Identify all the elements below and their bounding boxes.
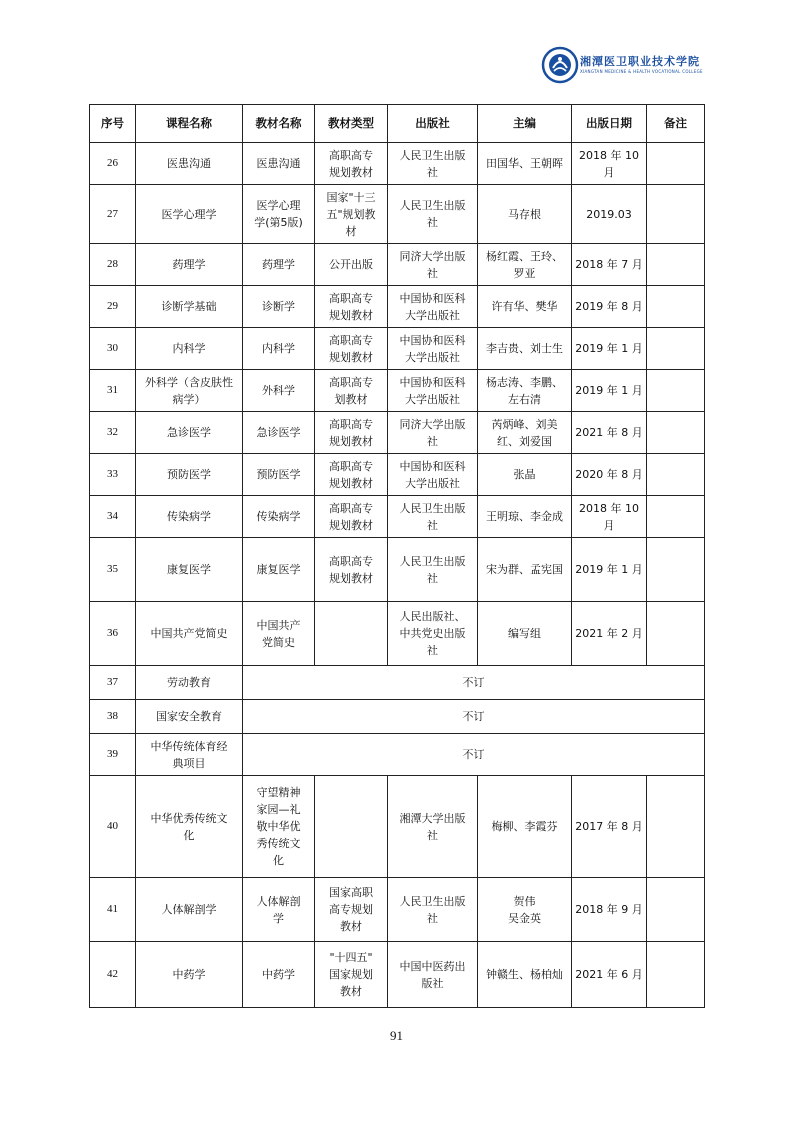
publish-date: 2017 年 8 月 <box>572 776 647 878</box>
textbook-name: 外科学 <box>243 370 315 412</box>
publish-date: 2019 年 1 月 <box>572 370 647 412</box>
textbook-name: 人体解剖 学 <box>243 878 315 942</box>
row-number: 31 <box>90 370 136 412</box>
textbook-name: 药理学 <box>243 244 315 286</box>
row-number: 42 <box>90 942 136 1008</box>
table-row <box>90 370 705 412</box>
column-header: 课程名称 <box>136 105 243 143</box>
remark <box>647 776 705 878</box>
remark <box>647 244 705 286</box>
publisher: 中国协和医科 大学出版社 <box>388 328 478 370</box>
course-name: 中药学 <box>136 942 243 1008</box>
merged-status: 不订 <box>243 700 705 734</box>
remark <box>647 496 705 538</box>
table-header-row <box>90 105 705 143</box>
textbook-type: 高职高专 规划教材 <box>315 286 388 328</box>
remark <box>647 942 705 1008</box>
publish-date: 2018 年 10 月 <box>572 496 647 538</box>
textbook-name: 预防医学 <box>243 454 315 496</box>
course-name: 急诊医学 <box>136 412 243 454</box>
textbook-type: 公开出版 <box>315 244 388 286</box>
page-number: 91 <box>390 1028 403 1043</box>
row-number: 36 <box>90 602 136 666</box>
editor: 李吉贵、刘士生 <box>478 328 572 370</box>
textbook-type: 高职高专 规划教材 <box>315 328 388 370</box>
course-name: 药理学 <box>136 244 243 286</box>
row-number: 39 <box>90 734 136 776</box>
publish-date: 2020 年 8 月 <box>572 454 647 496</box>
textbook-type: 国家高职 高专规划 教材 <box>315 878 388 942</box>
merged-status: 不订 <box>243 666 705 700</box>
editor: 许有华、樊华 <box>478 286 572 328</box>
publisher: 中国协和医科 大学出版社 <box>388 286 478 328</box>
textbook-type <box>315 602 388 666</box>
table-row <box>90 878 705 942</box>
remark <box>647 370 705 412</box>
editor: 编写组 <box>478 602 572 666</box>
table-row <box>90 412 705 454</box>
course-name: 外科学（含皮肤性 病学） <box>136 370 243 412</box>
textbook-name: 康复医学 <box>243 538 315 602</box>
remark <box>647 878 705 942</box>
table-row <box>90 776 705 878</box>
table-row <box>90 602 705 666</box>
remark <box>647 286 705 328</box>
row-number: 38 <box>90 700 136 734</box>
textbook-type: 国家"十三 五"规划教 材 <box>315 185 388 244</box>
course-name: 医患沟通 <box>136 143 243 185</box>
row-number: 35 <box>90 538 136 602</box>
row-number: 33 <box>90 454 136 496</box>
editor: 张晶 <box>478 454 572 496</box>
row-number: 29 <box>90 286 136 328</box>
publisher: 人民出版社、 中共党史出版 社 <box>388 602 478 666</box>
row-number: 34 <box>90 496 136 538</box>
textbook-type <box>315 776 388 878</box>
editor: 梅柳、李霞芬 <box>478 776 572 878</box>
column-header: 教材名称 <box>243 105 315 143</box>
publish-date: 2019 年 1 月 <box>572 328 647 370</box>
course-name: 国家安全教育 <box>136 700 243 734</box>
publish-date: 2018 年 9 月 <box>572 878 647 942</box>
college-name: 湘潭医卫职业技术学院 <box>580 55 700 68</box>
table-row <box>90 538 705 602</box>
row-number: 27 <box>90 185 136 244</box>
table-row <box>90 244 705 286</box>
course-name: 人体解剖学 <box>136 878 243 942</box>
publish-date: 2021 年 6 月 <box>572 942 647 1008</box>
column-header: 序号 <box>90 105 136 143</box>
publisher: 人民卫生出版 社 <box>388 878 478 942</box>
college-name-en: XIANGTAN MEDICINE & HEALTH VOCATIONAL COLLEGE <box>580 69 703 74</box>
column-header: 备注 <box>647 105 705 143</box>
table-row <box>90 454 705 496</box>
textbook-name: 中国共产 党简史 <box>243 602 315 666</box>
column-header: 主编 <box>478 105 572 143</box>
column-header: 出版社 <box>388 105 478 143</box>
editor: 杨志涛、李鹏、 左右清 <box>478 370 572 412</box>
row-number: 41 <box>90 878 136 942</box>
course-name: 劳动教育 <box>136 666 243 700</box>
table-row <box>90 666 705 700</box>
textbook-type: 高职高专 规划教材 <box>315 454 388 496</box>
remark <box>647 454 705 496</box>
course-name: 康复医学 <box>136 538 243 602</box>
row-number: 26 <box>90 143 136 185</box>
publisher: 人民卫生出版 社 <box>388 496 478 538</box>
publish-date: 2021 年 8 月 <box>572 412 647 454</box>
textbook-type: 高职高专 规划教材 <box>315 143 388 185</box>
table-row <box>90 496 705 538</box>
textbook-type: 高职高专 规划教材 <box>315 412 388 454</box>
textbook-name: 守望精神 家园—礼 敬中华优 秀传统文 化 <box>243 776 315 878</box>
editor: 马存根 <box>478 185 572 244</box>
textbook-name: 医学心理 学(第5版) <box>243 185 315 244</box>
course-name: 诊断学基础 <box>136 286 243 328</box>
row-number: 32 <box>90 412 136 454</box>
table-row <box>90 185 705 244</box>
remark <box>647 185 705 244</box>
publisher: 湘潭大学出版 社 <box>388 776 478 878</box>
editor: 芮炳峰、刘美 红、刘爱国 <box>478 412 572 454</box>
course-name: 传染病学 <box>136 496 243 538</box>
remark <box>647 602 705 666</box>
publisher: 中国协和医科 大学出版社 <box>388 454 478 496</box>
publisher: 人民卫生出版 社 <box>388 143 478 185</box>
textbook-type: 高职高专 规划教材 <box>315 538 388 602</box>
table-row <box>90 328 705 370</box>
textbook-type: "十四五" 国家规划 教材 <box>315 942 388 1008</box>
course-name: 内科学 <box>136 328 243 370</box>
course-name: 医学心理学 <box>136 185 243 244</box>
editor: 钟赣生、杨柏灿 <box>478 942 572 1008</box>
editor: 田国华、王朝晖 <box>478 143 572 185</box>
publish-date: 2019 年 1 月 <box>572 538 647 602</box>
publisher: 人民卫生出版 社 <box>388 538 478 602</box>
row-number: 30 <box>90 328 136 370</box>
row-number: 37 <box>90 666 136 700</box>
textbook-name: 传染病学 <box>243 496 315 538</box>
course-name: 中华传统体育经 典项目 <box>136 734 243 776</box>
publish-date: 2021 年 2 月 <box>572 602 647 666</box>
table-row <box>90 286 705 328</box>
publisher: 中国协和医科 大学出版社 <box>388 370 478 412</box>
course-name: 预防医学 <box>136 454 243 496</box>
publisher: 人民卫生出版 社 <box>388 185 478 244</box>
editor: 王明琼、李金成 <box>478 496 572 538</box>
row-number: 28 <box>90 244 136 286</box>
editor: 杨红霞、王玲、 罗亚 <box>478 244 572 286</box>
remark <box>647 538 705 602</box>
remark <box>647 328 705 370</box>
textbook-name: 急诊医学 <box>243 412 315 454</box>
textbook-name: 中药学 <box>243 942 315 1008</box>
textbook-type: 高职高专 规划教材 <box>315 496 388 538</box>
textbook-table <box>89 104 705 1008</box>
table-row <box>90 942 705 1008</box>
publisher: 中国中医药出 版社 <box>388 942 478 1008</box>
column-header: 教材类型 <box>315 105 388 143</box>
table-row <box>90 700 705 734</box>
textbook-name: 内科学 <box>243 328 315 370</box>
editor: 宋为群、孟宪国 <box>478 538 572 602</box>
merged-status: 不订 <box>243 734 705 776</box>
remark <box>647 412 705 454</box>
publish-date: 2019 年 8 月 <box>572 286 647 328</box>
editor: 贺伟 吴金英 <box>478 878 572 942</box>
table-row <box>90 143 705 185</box>
publisher: 同济大学出版 社 <box>388 244 478 286</box>
textbook-name: 医患沟通 <box>243 143 315 185</box>
course-name: 中华优秀传统文 化 <box>136 776 243 878</box>
textbook-type: 高职高专 划教材 <box>315 370 388 412</box>
publish-date: 2018 年 10 月 <box>572 143 647 185</box>
publisher: 同济大学出版 社 <box>388 412 478 454</box>
table-row <box>90 734 705 776</box>
row-number: 40 <box>90 776 136 878</box>
remark <box>647 143 705 185</box>
textbook-name: 诊断学 <box>243 286 315 328</box>
course-name: 中国共产党简史 <box>136 602 243 666</box>
publish-date: 2019.03 <box>572 185 647 244</box>
publish-date: 2018 年 7 月 <box>572 244 647 286</box>
column-header: 出版日期 <box>572 105 647 143</box>
